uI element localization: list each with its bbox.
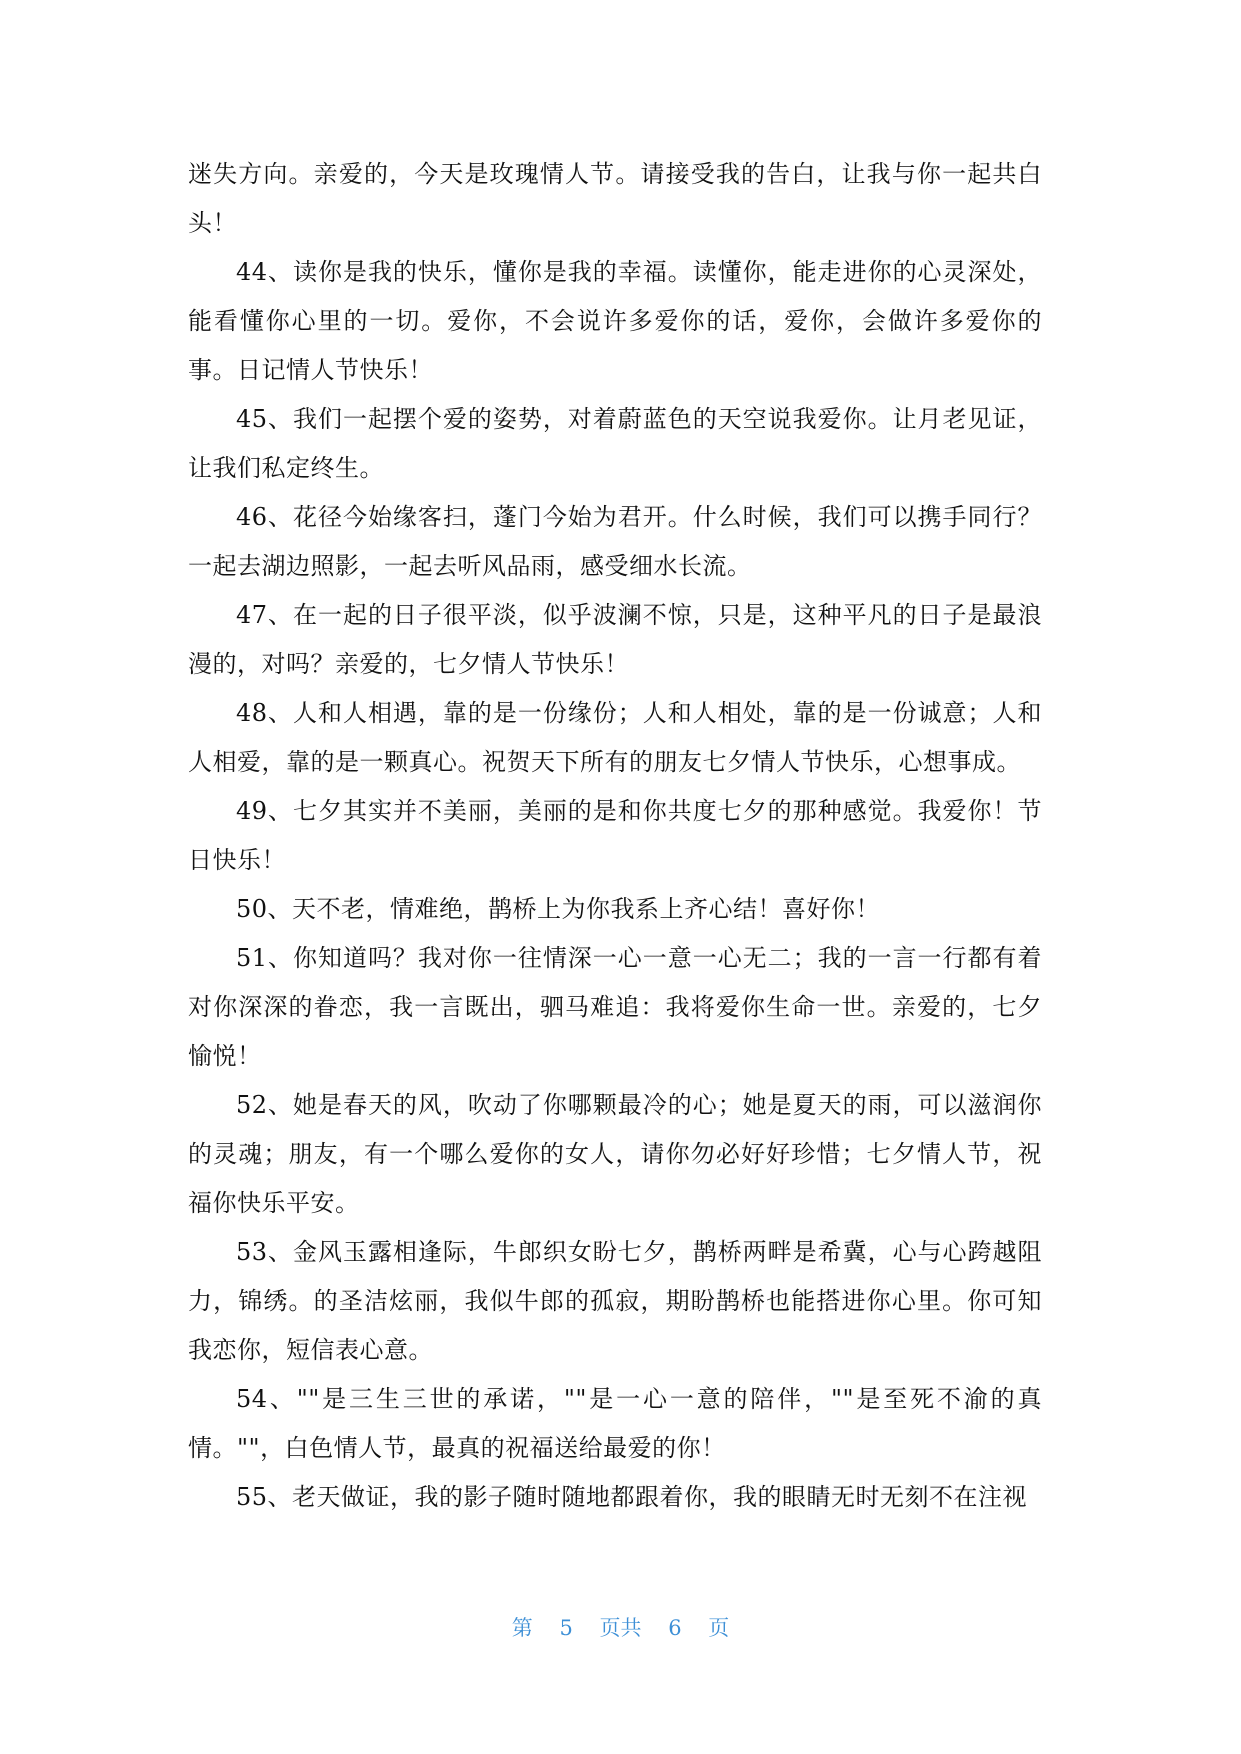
page-label-prefix: 第 <box>511 1616 533 1640</box>
paragraph-50: 50、天不老，情难绝，鹊桥上为你我系上齐心结！喜好你！ <box>236 895 881 923</box>
paragraph-47: 47、在一起的日子很平淡，似乎波澜不惊，只是，这种平凡的日子是最浪漫的，对吗？亲爱的，七夕情人节快乐！ <box>188 601 1042 678</box>
paragraph-51: 51、你知道吗？我对你一往情深一心一意一心无二；我的一言一行都有着对你深深的眷恋，我一言既出，驷马难追：我将爱你生命一世。亲爱的，七夕愉悦！ <box>188 944 1042 1070</box>
body-text <box>188 150 1042 1522</box>
paragraph-46: 46、花径今始缘客扫，蓬门今始为君开。什么时候，我们可以携手同行？一起去湖边照影，一起去听风品雨，感受细水长流。 <box>188 503 1042 580</box>
paragraph-49: 49、七夕其实并不美丽，美丽的是和你共度七夕的那种感觉。我爱你！节日快乐！ <box>188 797 1042 874</box>
paragraph-54: 54、""是三生三世的承诺，""是一心一意的陪伴，""是至死不渝的真情。""，白色情人节，最真的祝福送给最爱的你！ <box>188 1385 1042 1462</box>
total-pages-number: 6 <box>668 1616 682 1640</box>
page-footer <box>0 1612 1241 1642</box>
paragraph-53: 53、金风玉露相逢际，牛郎织女盼七夕，鹊桥两畔是希冀，心与心跨越阻力，锦绣。的圣洁炫丽，我似牛郎的孤寂，期盼鹊桥也能搭进你心里。你可知我恋你，短信表心意。 <box>188 1238 1042 1364</box>
page-label-suffix: 页 <box>708 1616 730 1640</box>
paragraph-44: 44、读你是我的快乐，懂你是我的幸福。读懂你，能走进你的心灵深处，能看懂你心里的一切。爱你，不会说许多爱你的话，爱你，会做许多爱你的事。日记情人节快乐！ <box>188 258 1042 384</box>
paragraph-continuation: 迷失方向。亲爱的，今天是玫瑰情人节。请接受我的告白，让我与你一起共白头！ <box>188 160 1042 237</box>
page-label-mid: 页共 <box>599 1616 642 1640</box>
current-page-number: 5 <box>559 1616 573 1640</box>
paragraph-45: 45、我们一起摆个爱的姿势，对着蔚蓝色的天空说我爱你。让月老见证，让我们私定终生。 <box>188 405 1042 482</box>
paragraph-52: 52、她是春天的风，吹动了你哪颗最冷的心；她是夏天的雨，可以滋润你的灵魂；朋友，有一个哪么爱你的女人，请你勿必好好珍惜；七夕情人节，祝福你快乐平安。 <box>188 1091 1042 1217</box>
paragraph-55: 55、老天做证，我的影子随时随地都跟着你，我的眼睛无时无刻不在注视 <box>236 1483 1028 1511</box>
paragraph-48: 48、人和人相遇，靠的是一份缘份；人和人相处，靠的是一份诚意；人和人相爱，靠的是一颗真心。祝贺天下所有的朋友七夕情人节快乐，心想事成。 <box>188 699 1042 776</box>
